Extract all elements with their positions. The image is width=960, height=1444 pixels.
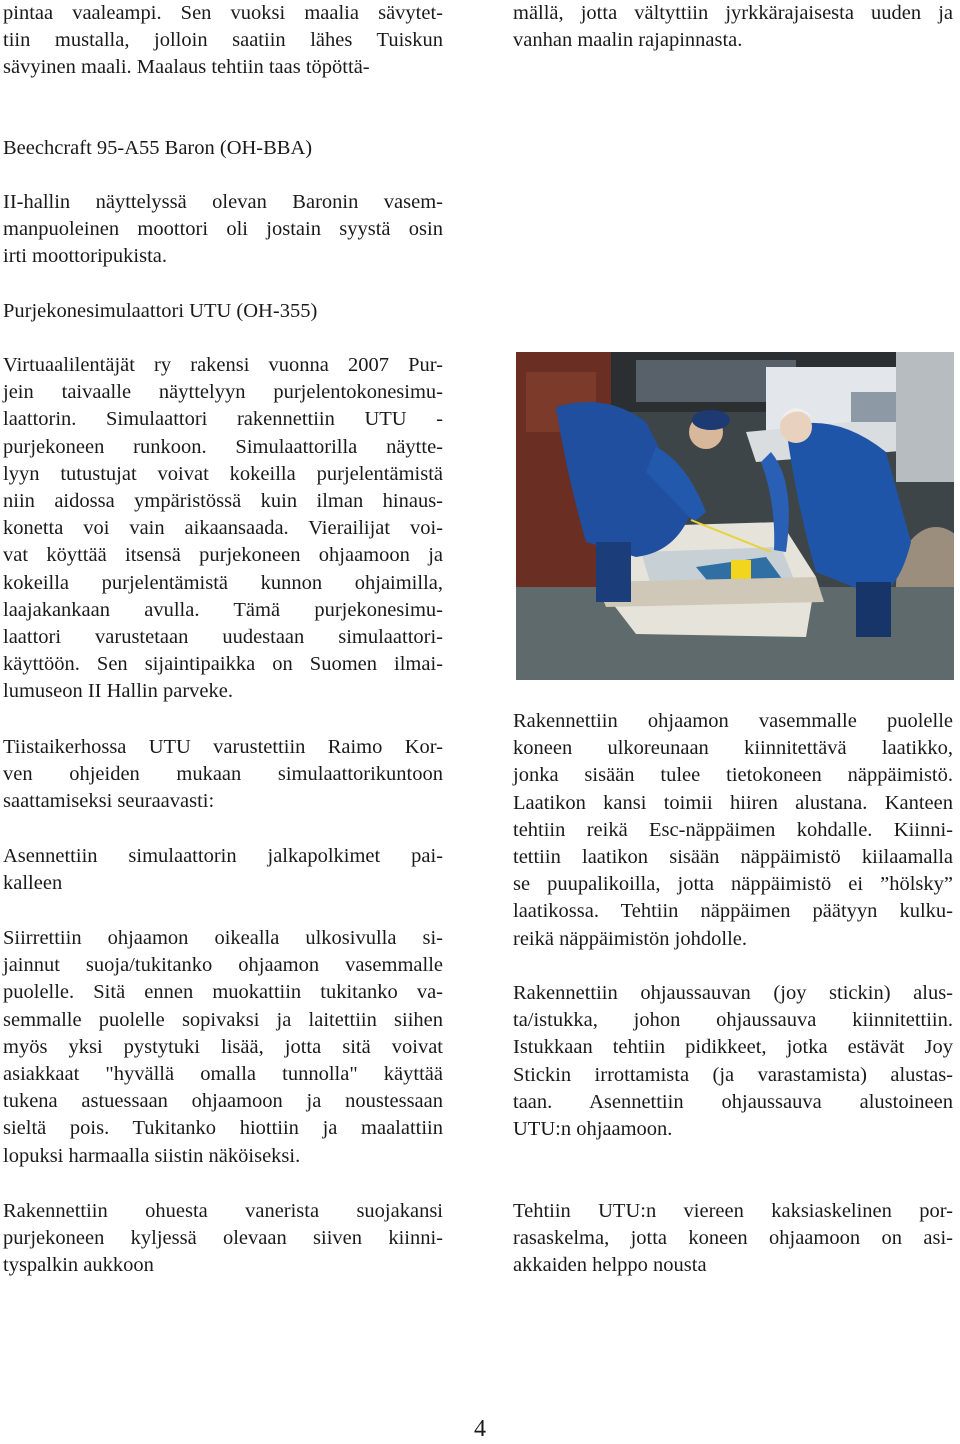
simulator-paragraph [3,352,443,706]
text-line: pintaa vaaleampi. Sen vuoksi maalia sävytet- [3,2,443,24]
text-line: myös yksi pystytuki lisää, jotta sitä voivat [3,1035,443,1058]
text-line: sieltä pois. Tukitanko hiottiin ja maalattiin [3,1117,443,1140]
text-line: lyyn tutustujat voivat kokeilla purjelentämistä [3,462,443,485]
text-line: laattorin. Simulaattori rakennettiin UTU - [3,408,443,431]
text-line: Siirrettiin ohjaamon oikealla ulkosivulla si- [3,927,443,949]
text-line: kalleen [3,872,63,895]
text-line: Tehtiin UTU:n viereen kaksiaskelinen por- [513,1200,953,1222]
text-line: laatikossa. Tehtiin näppäimen päätyyn kulku- [513,900,953,923]
text-line: Rakennettiin ohuesta vanerista suojakansi [3,1200,443,1222]
text-line: tyspalkin aukkoon [3,1254,154,1277]
support-paragraph [3,925,443,1170]
intro-paragraph-right [513,0,953,54]
text-line: Rakennettiin ohjaussauvan (joy stickin) alus- [513,982,953,1004]
text-line: semmalle puolelle sopivaksi ja laitettiin siihen [3,1008,443,1031]
page-number: 4 [474,1416,486,1442]
steps-paragraph [513,1198,953,1280]
text-line: jonka sisään tulee tietokoneen näppäimistö. [513,764,953,787]
baron-paragraph [3,189,443,271]
text-line: Tiistaikerhossa UTU varustettiin Raimo Kor- [3,736,443,758]
stick-paragraph [513,980,953,1143]
text-line: sävyinen maali. Maalaus tehtiin taas töpöttä- [3,56,370,79]
text-line: Asennettiin simulaattorin jalkapolkimet pai- [3,845,443,867]
pedals-paragraph [3,843,443,897]
text-line: akkaiden helppo nousta [513,1254,707,1277]
text-line: irti moottoripukista. [3,245,167,268]
workshop-photo [516,352,954,680]
text-line: manpuoleinen moottori oli jostain syystä osin [3,218,443,241]
text-line: puolelle. Sitä ennen muokattiin tukitanko va- [3,981,443,1004]
text-line: laajakankaan avulla. Tämä purjekonesimu- [3,598,443,621]
text-line: Stickin irrottamista (ja varastamista) alustas- [513,1063,953,1086]
text-line: tettiin laatikon sisään näppäimistö kiilaamalla [513,846,953,869]
cover-paragraph [3,1198,443,1280]
text-line: Istukkaan tehtiin pidikkeet, jotka estävät Joy [513,1036,953,1059]
text-line: asiakkaat "hyvällä omalla tunnolla" käyttää [3,1063,443,1086]
text-line: mällä, jotta vältyttiin jyrkkärajaisesta uuden ja [513,2,953,24]
text-line: konetta voi vain aikaansaada. Vierailijat voi- [3,517,443,540]
text-line: se puupalikoilla, jotta näppäimistö ei ”hölsky” [513,873,953,896]
text-line: jein taivaalle näyttelyyn purjelentokonesimu- [3,381,443,404]
text-line: rasaskelma, jotta koneen ohjaamoon on asi- [513,1227,953,1250]
text-line: tehtiin reikä Esc-näppäimen kohdalle. Kiinni- [513,818,953,841]
text-line: käyttöön. Sen sijaintipaikka on Suomen ilmai- [3,653,443,676]
text-line: lumuseon II Hallin parveke. [3,680,233,703]
text-line: purjekoneen runkoon. Simulaattorilla näytte- [3,435,443,458]
text-line: laattori varustetaan uudestaan simulaattori- [3,626,443,649]
text-line: tiin mustalla, jolloin saatiin lähes Tuiskun [3,29,443,52]
text-line: Rakennettiin ohjaamon vasemmalle puolelle [513,710,953,732]
intro-paragraph-left [3,0,443,82]
text-line: jainnut suoja/tukitanko ohjaamon vasemmalle [3,954,443,977]
text-line: II-hallin näyttelyssä olevan Baronin vasem- [3,191,443,213]
box-paragraph [513,708,953,953]
text-line: tukena astuessaan ohjaamoon ja noustessaan [3,1090,443,1113]
text-line: vanhan maalin rajapinnasta. [513,29,743,52]
text-line: reikä näppäimistön johdolle. [513,927,747,950]
text-line: niin aidossa ympäristössä kuin ilman hinaus- [3,490,443,513]
text-line: taan. Asennettiin ohjaussauva alustoineen [513,1090,953,1113]
text-line: saattamiseksi seuraavasti: [3,790,215,813]
text-line: purjekoneen kyljessä olevaan siiven kiinni- [3,1227,443,1250]
text-line: Laatikon kansi toimii hiiren alustana. Kanteen [513,791,953,814]
text-line: ven ohjeiden mukaan simulaattorikuntoon [3,763,443,786]
text-line: vat köyttää itsensä purjekoneen ohjaamoon ja [3,544,443,567]
text-line: lopuksi harmaalla siistin näköiseksi. [3,1144,301,1167]
text-line: kokeilla purjelentämistä kunnon ohjaimilla, [3,571,443,594]
workshop-paragraph [3,734,443,816]
text-line: Virtuaalilentäjät ry rakensi vuonna 2007 Pur- [3,354,443,376]
baron-heading: Beechcraft 95-A55 Baron (OH-BBA) [3,137,313,159]
text-line: ta/istukka, johon ohjaussauva kiinnitettiin. [513,1009,953,1032]
text-line: UTU:n ohjaamoon. [513,1118,673,1141]
simulator-heading: Purjekonesimulaattori UTU (OH-355) [3,300,318,322]
text-line: koneen ulkoreunaan kiinnitettävä laatikko, [513,737,953,760]
